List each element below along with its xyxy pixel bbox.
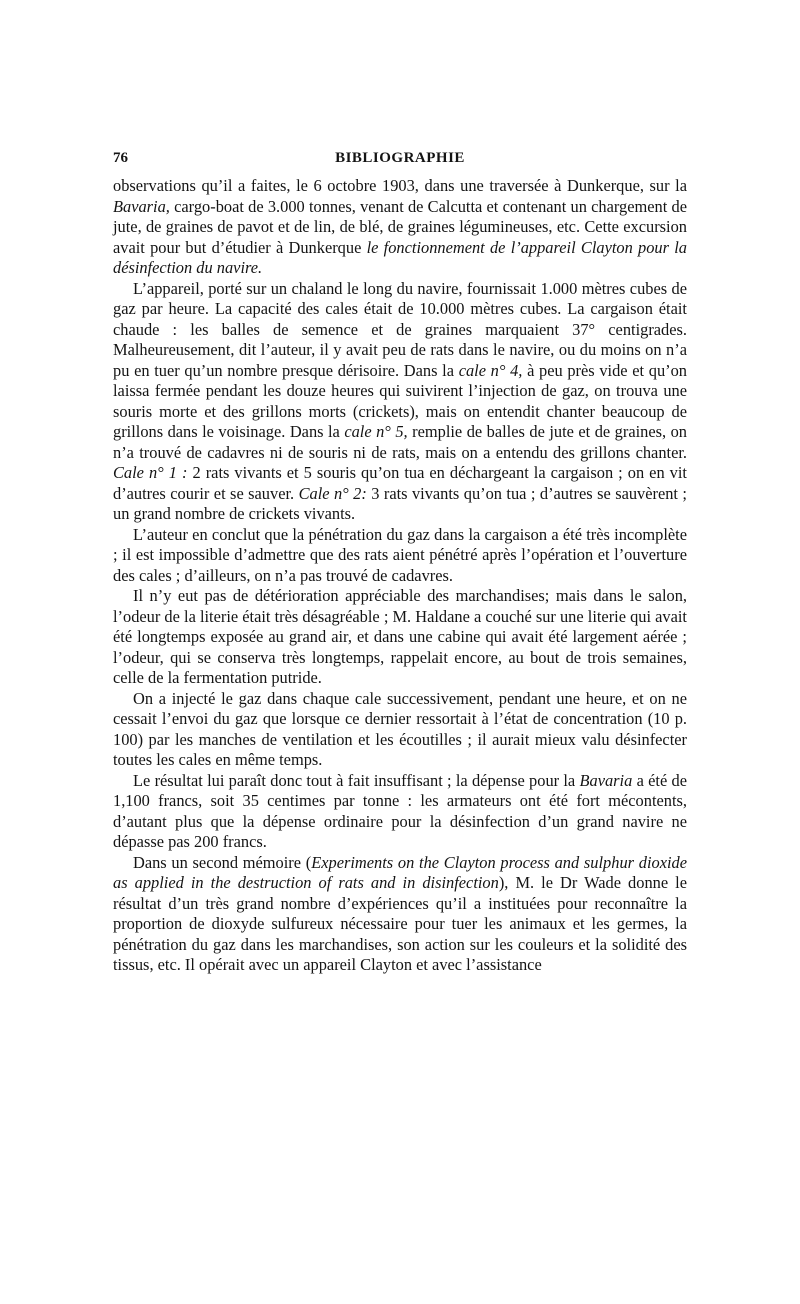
- text-run: cargo-boat de 3.000 tonnes, venant de Calcutta et contenant un chargement de jute, de graines de pavot et de lin, de blé, de graines légumineuses, etc. Cette excursion avait pour but d’étudier à Dunkerque: [113, 196, 687, 257]
- italic-run: le fonctionnement de l’appareil Clayton pour la désinfection du navire.: [113, 237, 687, 277]
- italic-run: cale n° 5,: [344, 422, 408, 441]
- text-run: observations qu’il a faites, le 6 octobre 1903, dans une traversée à Dunkerque, sur la: [113, 176, 687, 195]
- running-title: BIBLIOGRAPHIE: [335, 150, 465, 166]
- text-run: ), M. le Dr Wade donne le résultat d’un très grand nombre d’expériences qu’il a instituées pour reconnaître la proportion de dioxyde sulfureux nécessaire pour tuer les animaux et les germes, la pénétration du gaz dans les marchandises, son action sur les couleurs et la solidité des tissus, etc. Il opérait avec un appareil Clayton et avec l’assistance: [113, 873, 687, 974]
- paragraph-p5: [113, 689, 687, 771]
- text-run: 3 rats vivants qu’on tua ; d’autres se sauvèrent ; un grand nombre de crickets vivants.: [113, 483, 687, 523]
- text-run: 2 rats vivants et 5 souris qu’on tua en déchargeant la cargaison ; on en vit d’autres courir et se sauver.: [113, 463, 687, 503]
- text-run: On a injecté le gaz dans chaque cale successivement, pendant une heure, et on ne cessait l’envoi du gaz que lorsque ce dernier ressortait à l’état de concentration (10 p. 100) par les manches de ventilation et les écoutilles ; il aurait mieux valu désinfecter toutes les cales en même temps.: [113, 688, 687, 769]
- text-run: remplie de balles de jute et de graines, on n’a trouvé de cadavres ni de souris ni de rats, mais on a entendu des grillons chanter.: [113, 422, 687, 462]
- paragraph-p2: [113, 279, 687, 525]
- book-page: [113, 148, 687, 976]
- text-run: à peu près vide et qu’on laissa fermée pendant les douze heures qui suivirent l’injection de gaz, on trouva une souris morte et des grillons morts (crickets), mais on entendit chanter beaucoup de grillons dans le voisinage. Dans la: [113, 360, 687, 441]
- italic-run: Cale n° 2:: [298, 483, 367, 503]
- running-head: [113, 148, 687, 176]
- italic-run: Bavaria: [579, 770, 633, 790]
- text-run: Dans un second mémoire (: [133, 852, 312, 872]
- text-run: Il n’y eut pas de détérioration appréciable des marchandises; mais dans le salon, l’odeur de la literie était très désagréable ; M. Haldane a couché sur une literie qui avait été longtemps exposée au grand air, et dans une cabine qui avait été largement aérée ; l’odeur, qui se conserva très longtemps, rappelait encore, au bout de trois semaines, celle de la fermentation putride.: [113, 586, 687, 687]
- italic-run: Cale n° 1 :: [113, 463, 188, 482]
- paragraph-p1: [113, 176, 687, 279]
- text-run: Le résultat lui paraît donc tout à fait insuffisant ; la dépense pour la: [133, 770, 580, 790]
- text-run: L’auteur en conclut que la pénétration du gaz dans la cargaison a été très incomplète ; il est impossible d’admettre que des rats aient pénétré après l’opération et l’ouverture des cales ; d’ailleurs, on n’a pas trouvé de cadavres.: [113, 524, 687, 585]
- text-run: L’appareil, porté sur un chaland le long du navire, fournissait 1.000 mètres cubes de gaz par heure. La capacité des cales était de 10.000 mètres cubes. La cargaison était chaude : les balles de semence et de graines marquaient 37° centigrades. Malheureusement, dit l’auteur, il y avait peu de rats dans le navire, ou du moins on n’a pu en tuer qu’un nombre presque dérisoire. Dans la: [113, 278, 687, 380]
- italic-run: Experiments on the Clayton process and sulphur dioxide as applied in the destruction of rats and in disinfection: [113, 852, 687, 892]
- italic-run: Bavaria,: [113, 196, 170, 216]
- paragraph-p4: [113, 586, 687, 689]
- page-number: 76: [113, 150, 128, 166]
- italic-run: cale n° 4,: [458, 360, 523, 380]
- paragraph-p6: [113, 771, 687, 853]
- body-text: [113, 176, 687, 976]
- paragraph-p7: [113, 853, 687, 976]
- paragraph-p3: [113, 525, 687, 587]
- text-run: a été de 1,100 francs, soit 35 centimes par tonne : les armateurs ont été fort mécontents, d’autant plus que la dépense ordinaire pour la désinfection d’un grand navire ne dépasse pas 200 francs.: [113, 770, 687, 851]
